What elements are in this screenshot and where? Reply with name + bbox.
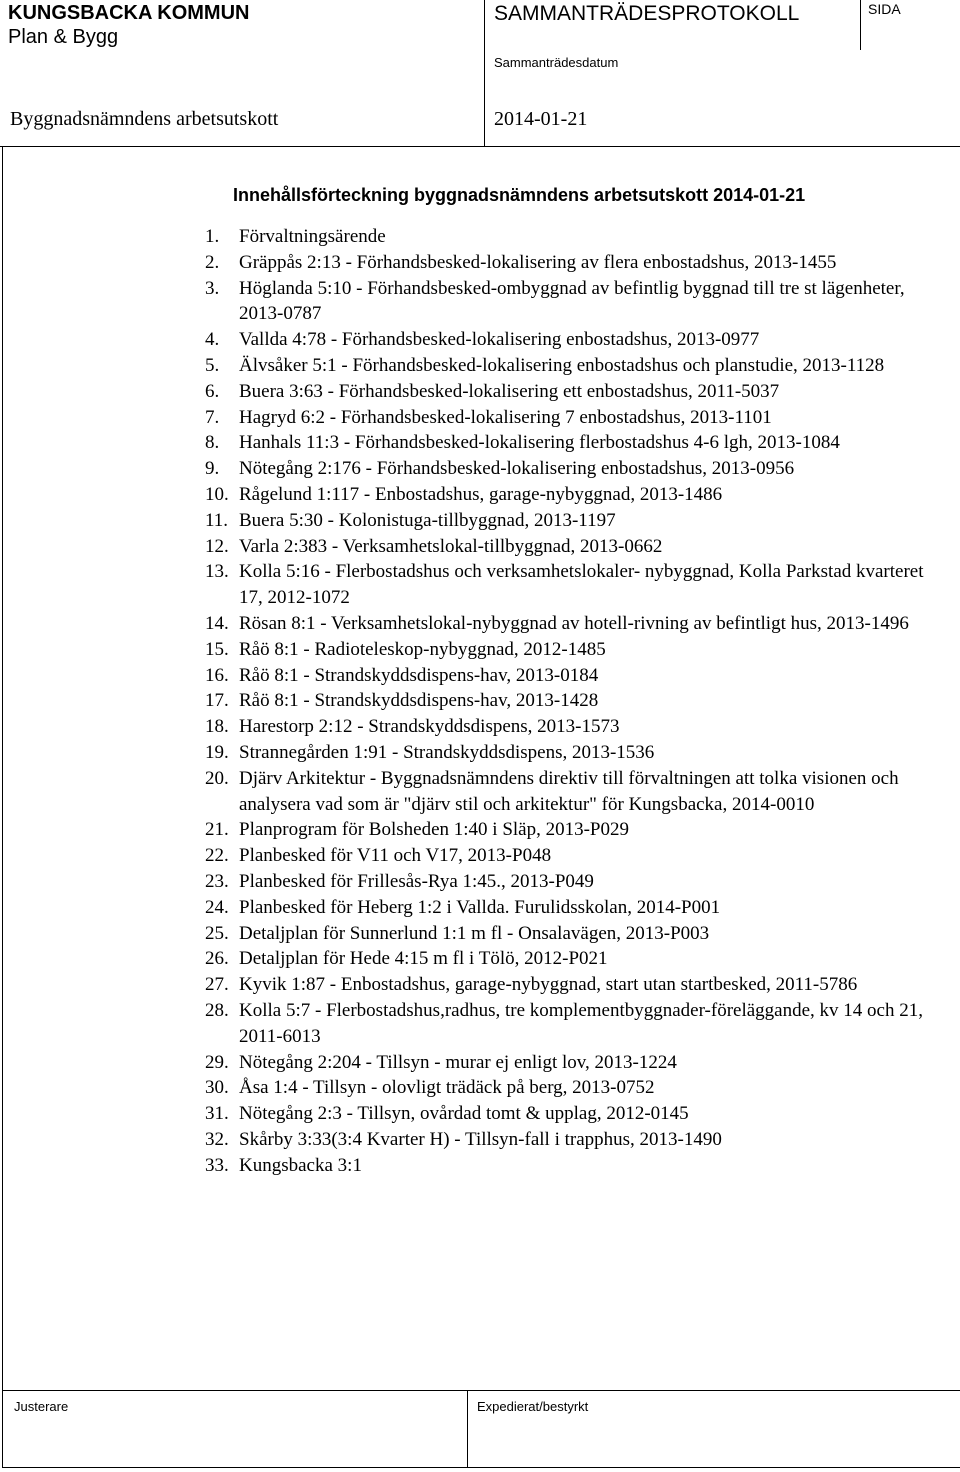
agenda-item-number: 5. — [205, 354, 220, 376]
agenda-item-text: Nötegång 2:3 - Tillsyn, ovårdad tomt & upplag, 2012-0145 — [239, 1103, 689, 1125]
agenda-item — [205, 869, 940, 895]
agenda-item — [205, 327, 940, 353]
org-name: KUNGSBACKA KOMMUN — [8, 2, 250, 24]
agenda-item-number: 15. — [205, 638, 229, 660]
agenda-item-number: 7. — [205, 406, 220, 428]
agenda-item — [205, 843, 940, 869]
agenda-item-text: Rösan 8:1 - Verksamhetslokal-nybyggnad av hotell-rivning av befintligt hus, 2013-1496 — [239, 612, 909, 634]
page-label: SIDA — [868, 1, 901, 17]
agenda-item-number: 14. — [205, 612, 229, 634]
agenda-item-number: 12. — [205, 535, 229, 557]
agenda-item-number: 28. — [205, 999, 229, 1021]
agenda-item-text: Åsa 1:4 - Tillsyn - olovligt trädäck på berg, 2013-0752 — [239, 1077, 655, 1099]
agenda-item — [205, 766, 940, 818]
agenda-item — [205, 972, 940, 998]
agenda-item-number: 16. — [205, 664, 229, 686]
agenda-item-text: Nötegång 2:204 - Tillsyn - murar ej enligt lov, 2013-1224 — [239, 1051, 677, 1073]
expedierat-label: Expedierat/bestyrkt — [477, 1399, 589, 1414]
agenda-item — [205, 895, 940, 921]
agenda-item-text: Kyvik 1:87 - Enbostadshus, garage-nybyggnad, start utan startbesked, 2011-5786 — [239, 974, 858, 996]
footer-top-rule — [2, 1390, 960, 1391]
agenda-item-text: Strannegården 1:91 - Strandskyddsdispens, 2013-1536 — [239, 741, 655, 763]
agenda-item — [205, 1075, 940, 1101]
agenda-item-number: 24. — [205, 896, 229, 918]
agenda-item-number: 25. — [205, 922, 229, 944]
agenda-item — [205, 276, 940, 328]
agenda-item-number: 31. — [205, 1103, 229, 1125]
agenda-item-number: 6. — [205, 380, 220, 402]
agenda-item — [205, 817, 940, 843]
agenda-item-text: Kolla 5:16 - Flerbostadshus och verksamhetslokaler- nybyggnad, Kolla Parkstad kvarteret 17, 2012-1072 — [239, 561, 924, 609]
agenda-item-text: Höglanda 5:10 - Förhandsbesked-ombyggnad av befintlig byggnad till tre st lägenheter, 2013-0787 — [239, 277, 905, 325]
agenda-item-text: Detaljplan för Sunnerlund 1:1 m fl - Onsalavägen, 2013-P003 — [239, 922, 710, 944]
agenda-item-number: 20. — [205, 767, 229, 789]
agenda-item-number: 27. — [205, 974, 229, 996]
header-bottom-rule — [0, 146, 960, 147]
agenda-item-text: Planbesked för Frillesås-Rya 1:45., 2013-P049 — [239, 870, 594, 892]
justerare-label: Justerare — [14, 1399, 69, 1414]
agenda-item-number: 29. — [205, 1051, 229, 1073]
agenda-item — [205, 456, 940, 482]
footer-bottom-rule — [2, 1467, 960, 1468]
agenda-item-number: 21. — [205, 819, 229, 841]
agenda-item-text: Råö 8:1 - Strandskyddsdispens-hav, 2013-1428 — [239, 690, 599, 712]
agenda-item-number: 2. — [205, 251, 220, 273]
agenda-item-text: Hanhals 11:3 - Förhandsbesked-lokalisering flerbostadshus 4-6 lgh, 2013-1084 — [239, 432, 840, 454]
agenda-item-text: Råö 8:1 - Radioteleskop-nybyggnad, 2012-1485 — [239, 638, 606, 660]
agenda-item-text: Planbesked för V11 och V17, 2013-P048 — [239, 845, 552, 867]
agenda-item-text: Planprogram för Bolsheden 1:40 i Släp, 2013-P029 — [239, 819, 629, 841]
agenda-item — [205, 534, 940, 560]
agenda-item-number: 18. — [205, 716, 229, 738]
agenda-item — [205, 714, 940, 740]
agenda-item-text: Buera 5:30 - Kolonistuga-tillbyggnad, 2013-1197 — [239, 509, 616, 531]
agenda-item-text: Rågelund 1:117 - Enbostadshus, garage-nybyggnad, 2013-1486 — [239, 483, 723, 505]
agenda-item-number: 19. — [205, 741, 229, 763]
agenda-item — [205, 430, 940, 456]
agenda-item-number: 17. — [205, 690, 229, 712]
agenda-list — [205, 224, 940, 1178]
agenda-item — [205, 482, 940, 508]
agenda-item — [205, 250, 940, 276]
agenda-item-number: 32. — [205, 1128, 229, 1150]
agenda-item — [205, 946, 940, 972]
agenda-item — [205, 559, 940, 611]
agenda-item — [205, 1127, 940, 1153]
agenda-item-number: 26. — [205, 948, 229, 970]
agenda-item-text: Varla 2:383 - Verksamhetslokal-tillbyggnad, 2013-0662 — [239, 535, 663, 557]
agenda-item-number: 13. — [205, 561, 229, 583]
agenda-item-number: 8. — [205, 432, 220, 454]
page-left-border — [2, 146, 3, 1468]
meeting-date-label: Sammanträdesdatum — [494, 55, 619, 70]
agenda-item-number: 3. — [205, 277, 220, 299]
agenda-item-text: Älvsåker 5:1 - Förhandsbesked-lokalisering enbostadshus och planstudie, 2013-1128 — [239, 354, 885, 376]
agenda-item-text: Kungsbacka 3:1 — [239, 1154, 362, 1176]
agenda-item-number: 22. — [205, 845, 229, 867]
meeting-date: 2014-01-21 — [494, 108, 588, 130]
agenda-item-text: Förvaltningsärende — [239, 226, 386, 247]
agenda-item-text: Skårby 3:33(3:4 Kvarter H) - Tillsyn-fall i trapphus, 2013-1490 — [239, 1128, 722, 1150]
agenda-item-number: 33. — [205, 1154, 229, 1176]
agenda-item — [205, 611, 940, 637]
header-divider-left — [484, 0, 485, 146]
agenda-item — [205, 921, 940, 947]
agenda-item — [205, 379, 940, 405]
toc-title: Innehållsförteckning byggnadsnämndens arbetsutskott 2014-01-21 — [233, 185, 806, 205]
agenda-item-number: 30. — [205, 1077, 229, 1099]
agenda-item-number: 9. — [205, 458, 220, 480]
agenda-item — [205, 353, 940, 379]
agenda-item-text: Detaljplan för Hede 4:15 m fl i Tölö, 2012-P021 — [239, 948, 608, 970]
dept-name: Plan & Bygg — [8, 26, 119, 48]
agenda-item — [205, 688, 940, 714]
footer-divider — [467, 1390, 468, 1468]
agenda-item-text: Kolla 5:7 - Flerbostadshus,radhus, tre komplementbyggnader-föreläggande, kv 14 och 21, 2011-6013 — [239, 999, 923, 1047]
agenda-item-text: Gräppås 2:13 - Förhandsbesked-lokalisering av flera enbostadshus, 2013-1455 — [239, 251, 837, 273]
agenda-item-text: Planbesked för Heberg 1:2 i Vallda. Furulidsskolan, 2014-P001 — [239, 896, 721, 918]
agenda-item-number: 23. — [205, 870, 229, 892]
agenda-item — [205, 224, 940, 250]
agenda-item-text: Vallda 4:78 - Förhandsbesked-lokalisering enbostadshus, 2013-0977 — [239, 329, 760, 351]
agenda-item — [205, 998, 940, 1050]
agenda-item — [205, 508, 940, 534]
agenda-item-text: Nötegång 2:176 - Förhandsbesked-lokalisering enbostadshus, 2013-0956 — [239, 458, 795, 480]
agenda-item-text: Buera 3:63 - Förhandsbesked-lokalisering ett enbostadshus, 2011-5037 — [239, 380, 780, 402]
agenda-item — [205, 1153, 940, 1179]
agenda-item — [205, 1050, 940, 1076]
agenda-item-text: Råö 8:1 - Strandskyddsdispens-hav, 2013-0184 — [239, 664, 599, 686]
agenda-item-number: 4. — [205, 329, 220, 351]
agenda-item-text: Djärv Arkitektur - Byggnadsnämndens direktiv till förvaltningen att tolka visionen och analysera vad som är "djärv stil och arkitektur" för Kungsbacka, 2014-0010 — [239, 767, 899, 815]
agenda-item — [205, 740, 940, 766]
agenda-item-text: Hagryd 6:2 - Förhandsbesked-lokalisering 7 enbostadshus, 2013-1101 — [239, 406, 772, 428]
agenda-item — [205, 405, 940, 431]
agenda-item-number: 11. — [205, 509, 229, 531]
header-divider-sida — [860, 0, 861, 50]
agenda-item — [205, 1101, 940, 1127]
agenda-item-text: Harestorp 2:12 - Strandskyddsdispens, 2013-1573 — [239, 716, 620, 738]
agenda-item — [205, 663, 940, 689]
agenda-item — [205, 637, 940, 663]
agenda-item-number: 10. — [205, 483, 229, 505]
committee-name: Byggnadsnämndens arbetsutskott — [10, 108, 279, 130]
agenda-item-number: 1. — [205, 226, 220, 247]
document-type: SAMMANTRÄDESPROTOKOLL — [494, 2, 800, 25]
